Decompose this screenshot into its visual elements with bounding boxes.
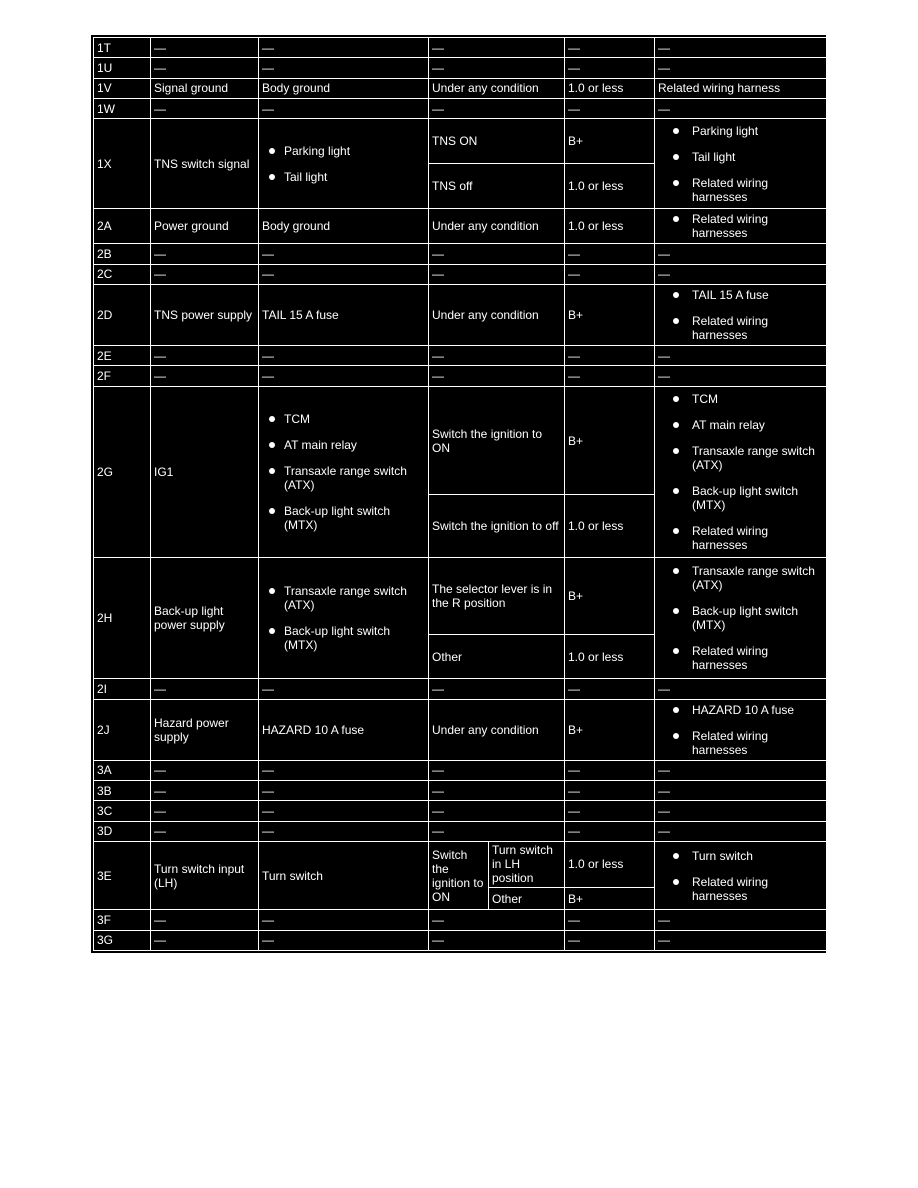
connected-to-cell: — [259,910,429,930]
terminal-cell: 1V [94,78,151,98]
list-item: Related wiring harnesses [692,212,823,240]
signal-name-cell: — [151,930,259,950]
table-row [94,801,827,821]
standard-cell: 1.0 or less [565,634,655,679]
terminal-cell: 1X [94,119,151,208]
connected-to-cell: — [259,58,429,78]
table-row [94,98,827,118]
connected-to-cell: — [259,38,429,58]
table-row [94,58,827,78]
inspection-item-cell-list [658,703,823,757]
connected-to-cell-list [262,144,425,184]
standard-cell: — [565,58,655,78]
list-item: Related wiring harnesses [692,729,823,757]
connected-to-cell: — [259,679,429,699]
connected-to-cell: — [259,264,429,284]
measurement-condition-cell: — [429,910,565,930]
list-item: Back-up light switch (MTX) [692,604,823,632]
standard-cell: — [565,910,655,930]
signal-name-cell: — [151,38,259,58]
terminal-cell: 1U [94,58,151,78]
standard-cell: B+ [565,285,655,346]
table-row [94,679,827,699]
terminal-cell: 2J [94,699,151,760]
inspection-item-cell: — [655,58,827,78]
inspection-item-cell: — [655,264,827,284]
standard-cell: — [565,801,655,821]
list-item: Turn switch [692,849,823,863]
signal-name-cell: — [151,781,259,801]
standard-cell: — [565,244,655,264]
signal-name-cell: IG1 [151,386,259,558]
terminal-cell: 3D [94,821,151,841]
connected-to-cell: — [259,98,429,118]
inspection-item-cell: Related wiring harness [655,78,827,98]
signal-name-cell: Power ground [151,208,259,244]
connected-to-cell: — [259,366,429,386]
inspection-item-cell: — [655,801,827,821]
measurement-condition-cell: Switch the ignition to off [429,495,565,558]
measurement-condition-cell: — [429,346,565,366]
standard-cell: B+ [565,887,655,909]
signal-name-cell: — [151,760,259,780]
standard-cell: B+ [565,119,655,164]
signal-name-cell: — [151,264,259,284]
standard-cell: — [565,679,655,699]
list-item: Tail light [692,150,823,164]
signal-name-cell: TNS switch signal [151,119,259,208]
table-row [94,244,827,264]
measurement-condition-cell: TNS off [429,164,565,209]
measurement-condition-cell: Switch the ignition to ON [429,386,565,495]
terminal-cell: 3F [94,910,151,930]
list-item: Parking light [284,144,425,158]
measurement-condition-cell: The selector lever is in the R position [429,558,565,634]
list-item: Transaxle range switch (ATX) [284,584,425,612]
inspection-item-cell-list [658,392,823,552]
table-row [94,930,827,950]
standard-cell: — [565,366,655,386]
terminal-cell: 2D [94,285,151,346]
list-item: AT main relay [692,418,823,432]
standard-cell: — [565,930,655,950]
standard-cell: 1.0 or less [565,164,655,209]
standard-cell: — [565,98,655,118]
list-item: TCM [692,392,823,406]
inspection-item-cell: — [655,679,827,699]
inspection-item-cell: — [655,821,827,841]
measurement-condition-cell: Other [429,634,565,679]
signal-name-cell: — [151,910,259,930]
list-item: Related wiring harnesses [692,644,823,672]
terminal-cell: 3C [94,801,151,821]
connected-to-cell: — [259,244,429,264]
connected-to-cell-list [262,584,425,652]
terminal-cell: 3A [94,760,151,780]
standard-cell: — [565,760,655,780]
standard-cell: 1.0 or less [565,208,655,244]
terminal-cell: 2H [94,558,151,679]
inspection-item-cell-list [658,849,823,903]
table-row [94,699,827,760]
measurement-condition-cell: — [429,801,565,821]
measurement-condition-cell: Under any condition [429,78,565,98]
measurement-condition-cell: — [429,781,565,801]
measurement-condition-cell: — [429,244,565,264]
terminal-cell: 1W [94,98,151,118]
standard-cell: — [565,264,655,284]
inspection-item-cell-list [658,564,823,672]
signal-name-cell: Hazard power supply [151,699,259,760]
table-row [94,386,827,495]
inspection-item-cell-list [658,124,823,204]
list-item: Related wiring harnesses [692,176,823,204]
terminal-cell: 1T [94,38,151,58]
measurement-condition-cell: Switch the ignition to ON [429,842,489,910]
list-item: Back-up light switch (MTX) [284,624,425,652]
standard-cell: — [565,38,655,58]
measurement-condition-cell: Under any condition [429,699,565,760]
inspection-item-cell-list [658,288,823,342]
list-item: Related wiring harnesses [692,314,823,342]
connected-to-cell-list [262,412,425,532]
connected-to-cell: Body ground [259,208,429,244]
connected-to-cell: Body ground [259,78,429,98]
signal-name-cell: — [151,244,259,264]
inspection-item-cell: — [655,760,827,780]
list-item: Transaxle range switch (ATX) [692,564,823,592]
list-item: Back-up light switch (MTX) [692,484,823,512]
list-item: Transaxle range switch (ATX) [284,464,425,492]
signal-name-cell: Back-up light power supply [151,558,259,679]
measurement-condition-cell: — [429,679,565,699]
table-row [94,285,827,346]
measurement-condition-cell: — [429,38,565,58]
standard-cell: 1.0 or less [565,78,655,98]
inspection-item-cell [655,699,827,760]
connected-to-cell: — [259,781,429,801]
measurement-condition-cell: — [429,366,565,386]
measurement-condition-cell: — [429,821,565,841]
inspection-item-cell: — [655,244,827,264]
measurement-condition-cell: Under any condition [429,285,565,346]
terminal-cell: 2E [94,346,151,366]
list-item: Related wiring harnesses [692,524,823,552]
signal-name-cell: — [151,679,259,699]
connected-to-cell: — [259,930,429,950]
signal-name-cell: — [151,801,259,821]
table-row [94,38,827,58]
inspection-item-cell-list [658,212,823,240]
table-row [94,264,827,284]
standard-cell: B+ [565,386,655,495]
inspection-item-cell [655,842,827,910]
table-row [94,781,827,801]
inspection-item-cell: — [655,781,827,801]
sub-condition-cell: Turn switch in LH position [489,842,565,888]
terminal-cell: 3G [94,930,151,950]
connected-to-cell: Turn switch [259,842,429,910]
measurement-condition-cell: Under any condition [429,208,565,244]
connected-to-cell: — [259,346,429,366]
inspection-item-cell: — [655,346,827,366]
table-row [94,558,827,634]
list-item: Tail light [284,170,425,184]
inspection-item-cell: — [655,910,827,930]
measurement-condition-cell: — [429,98,565,118]
standard-cell: B+ [565,699,655,760]
terminal-cell: 2F [94,366,151,386]
signal-name-cell: TNS power supply [151,285,259,346]
terminal-voltage-table [93,37,827,951]
list-item: TCM [284,412,425,426]
measurement-condition-cell: — [429,930,565,950]
inspection-item-cell: — [655,38,827,58]
table-row [94,760,827,780]
inspection-item-cell [655,386,827,558]
signal-name-cell: — [151,366,259,386]
list-item: TAIL 15 A fuse [692,288,823,302]
standard-cell: 1.0 or less [565,842,655,888]
inspection-item-cell: — [655,366,827,386]
signal-name-cell: — [151,346,259,366]
list-item: AT main relay [284,438,425,452]
standard-cell: — [565,821,655,841]
table-row [94,119,827,164]
signal-name-cell: — [151,98,259,118]
table-row [94,842,827,888]
standard-cell: — [565,346,655,366]
connected-to-cell [259,386,429,558]
terminal-cell: 3B [94,781,151,801]
inspection-item-cell [655,208,827,244]
signal-name-cell: — [151,821,259,841]
inspection-item-cell: — [655,930,827,950]
measurement-condition-cell: — [429,760,565,780]
connected-to-cell: TAIL 15 A fuse [259,285,429,346]
table-row [94,910,827,930]
inspection-item-cell [655,558,827,679]
list-item: HAZARD 10 A fuse [692,703,823,717]
connected-to-cell: — [259,801,429,821]
signal-name-cell: Signal ground [151,78,259,98]
signal-name-cell: Turn switch input (LH) [151,842,259,910]
standard-cell: 1.0 or less [565,495,655,558]
connected-to-cell: — [259,821,429,841]
inspection-item-cell [655,285,827,346]
measurement-condition-cell: TNS ON [429,119,565,164]
list-item: Parking light [692,124,823,138]
inspection-item-cell [655,119,827,208]
table-row [94,78,827,98]
standard-cell: — [565,781,655,801]
terminal-cell: 2I [94,679,151,699]
connected-to-cell [259,119,429,208]
table-row [94,208,827,244]
list-item: Back-up light switch (MTX) [284,504,425,532]
list-item: Related wiring harnesses [692,875,823,903]
terminal-cell: 2A [94,208,151,244]
inspection-item-cell: — [655,98,827,118]
standard-cell: B+ [565,558,655,634]
connected-to-cell: HAZARD 10 A fuse [259,699,429,760]
measurement-condition-cell: — [429,264,565,284]
terminal-cell: 3E [94,842,151,910]
table-row [94,366,827,386]
terminal-cell: 2B [94,244,151,264]
sub-condition-cell: Other [489,887,565,909]
connected-to-cell [259,558,429,679]
list-item: Transaxle range switch (ATX) [692,444,823,472]
table-row [94,821,827,841]
signal-name-cell: — [151,58,259,78]
terminal-cell: 2C [94,264,151,284]
terminal-table-frame [90,34,827,954]
connected-to-cell: — [259,760,429,780]
measurement-condition-cell: — [429,58,565,78]
table-row [94,346,827,366]
terminal-cell: 2G [94,386,151,558]
